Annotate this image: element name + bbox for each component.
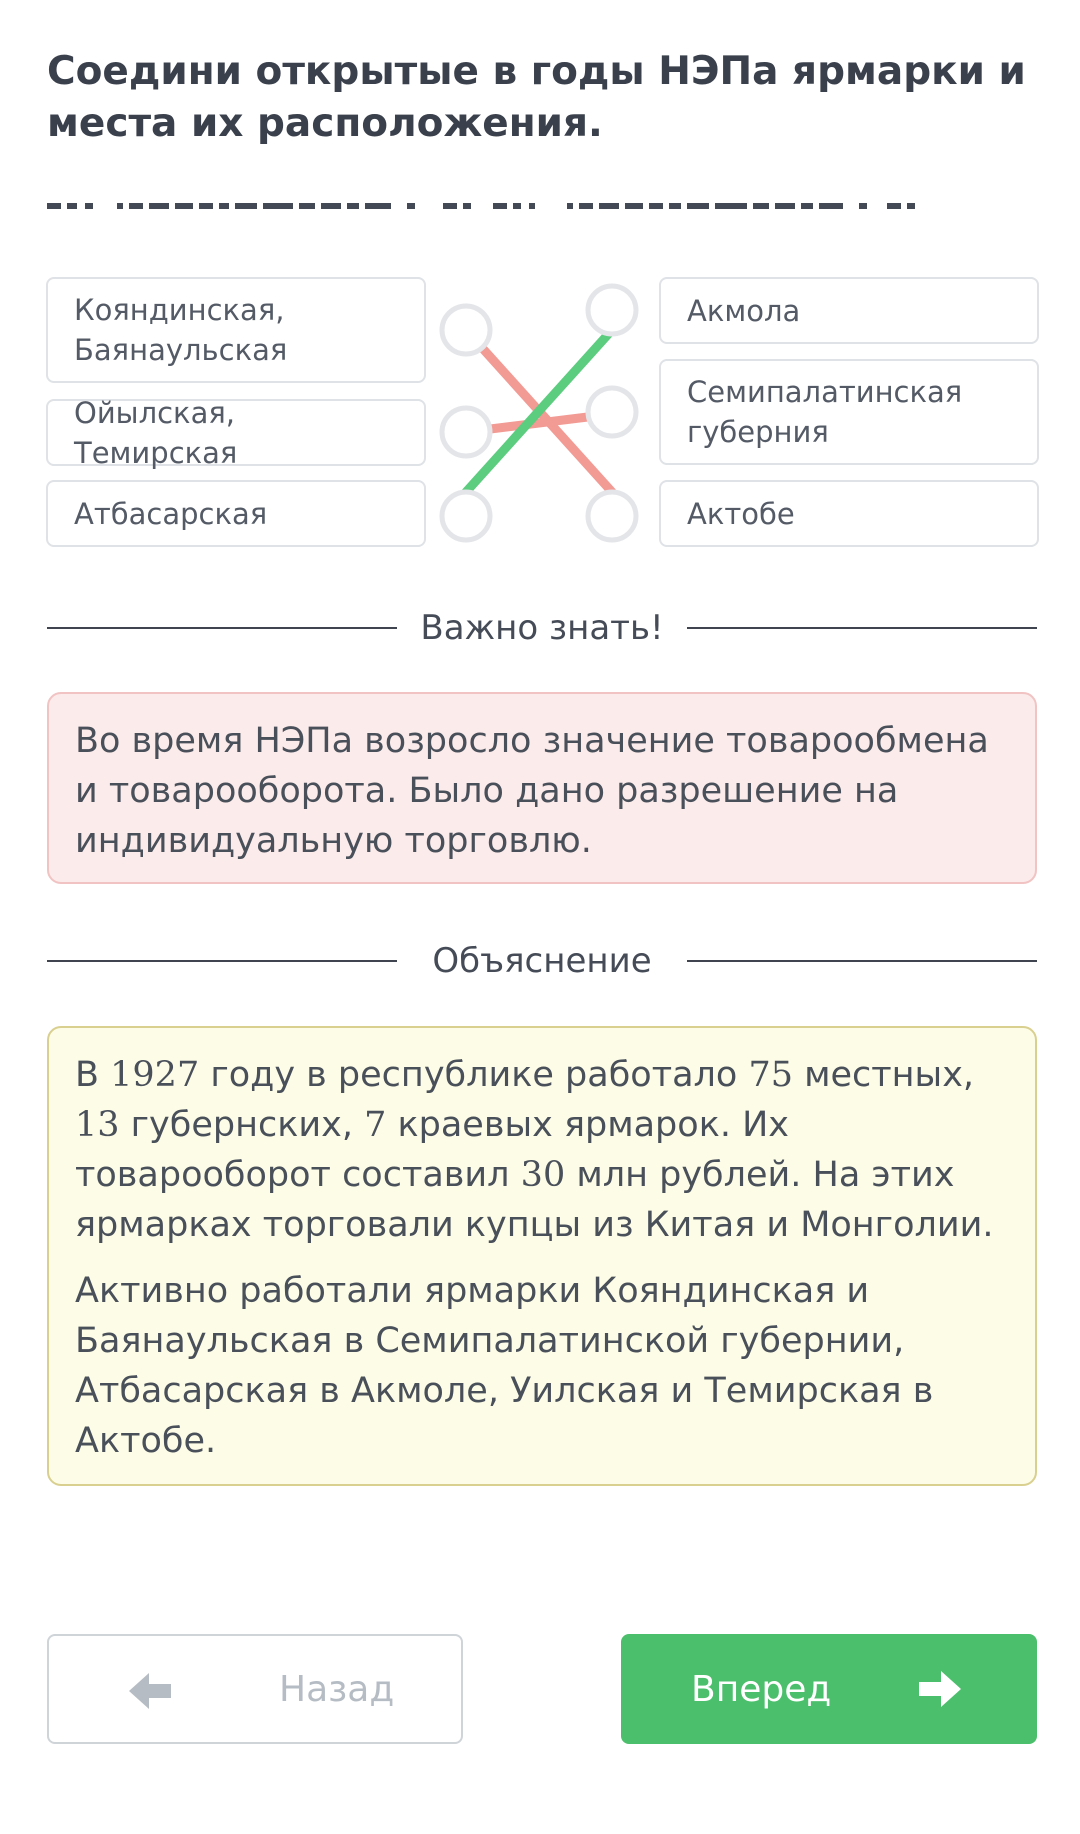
right-item-aktobe[interactable] [659, 480, 1039, 547]
left-item-label: Атбасарская [74, 496, 268, 531]
important-text: Во время НЭПа возросло значение товарообмена и товарооборота. Было дано разрешение на индивидуальную торговлю. [75, 721, 989, 861]
left-item-label: Ойылская, Темирская [74, 395, 238, 470]
explanation-box [47, 1026, 1037, 1486]
divider-line [687, 627, 1037, 629]
right-item-label: Акмола [687, 293, 801, 328]
right-item-semipalatinsk[interactable] [659, 359, 1039, 465]
arrow-right-icon [911, 1661, 967, 1717]
explanation-heading: Объяснение [432, 941, 652, 981]
right-connector[interactable] [588, 388, 636, 436]
explanation-paragraph-2: Активно работали ярмарки Кояндинская и Баянаульская в Семипалатинской губернии, Атбасарская в Акмоле, Уилская и Темирская в Актобе. [75, 1271, 934, 1461]
explanation-divider [47, 931, 1037, 991]
back-button-label: Назад [279, 1668, 395, 1710]
hidden-hint-dashes [47, 198, 1037, 214]
back-button[interactable] [47, 1634, 463, 1744]
left-item-oyil[interactable] [46, 395, 426, 470]
right-connector[interactable] [588, 492, 636, 540]
match-lines [430, 275, 650, 565]
right-item-label: Актобе [687, 496, 795, 531]
explanation-paragraph-1: В 1927 году в республике работало 75 местных, 13 губернских, 7 краевых ярмарок. Их товарооборот составил 30 млн рублей. На этих ярмарках торговали купцы из Китая и Монголии. [75, 1055, 994, 1245]
left-item-label: Кояндинская, Баянаульская [74, 293, 288, 367]
right-connector[interactable] [588, 286, 636, 334]
arrow-left-icon [123, 1663, 179, 1719]
left-connector[interactable] [442, 306, 490, 354]
left-item-koyandy[interactable] [46, 277, 426, 383]
right-item-akmola[interactable] [659, 277, 1039, 344]
next-button[interactable] [621, 1634, 1037, 1744]
right-item-label: Семипалатинская губерния [687, 375, 963, 449]
important-divider [47, 598, 1037, 658]
divider-line [687, 960, 1037, 962]
question-title: Соедини открытые в годы НЭПа ярмарки и места их расположения. [47, 49, 1026, 146]
important-heading: Важно знать! [420, 608, 664, 648]
left-connector[interactable] [442, 492, 490, 540]
left-connector[interactable] [442, 408, 490, 456]
left-item-atbasar[interactable] [46, 480, 426, 547]
next-button-label: Вперед [691, 1668, 832, 1710]
important-box [47, 692, 1037, 884]
